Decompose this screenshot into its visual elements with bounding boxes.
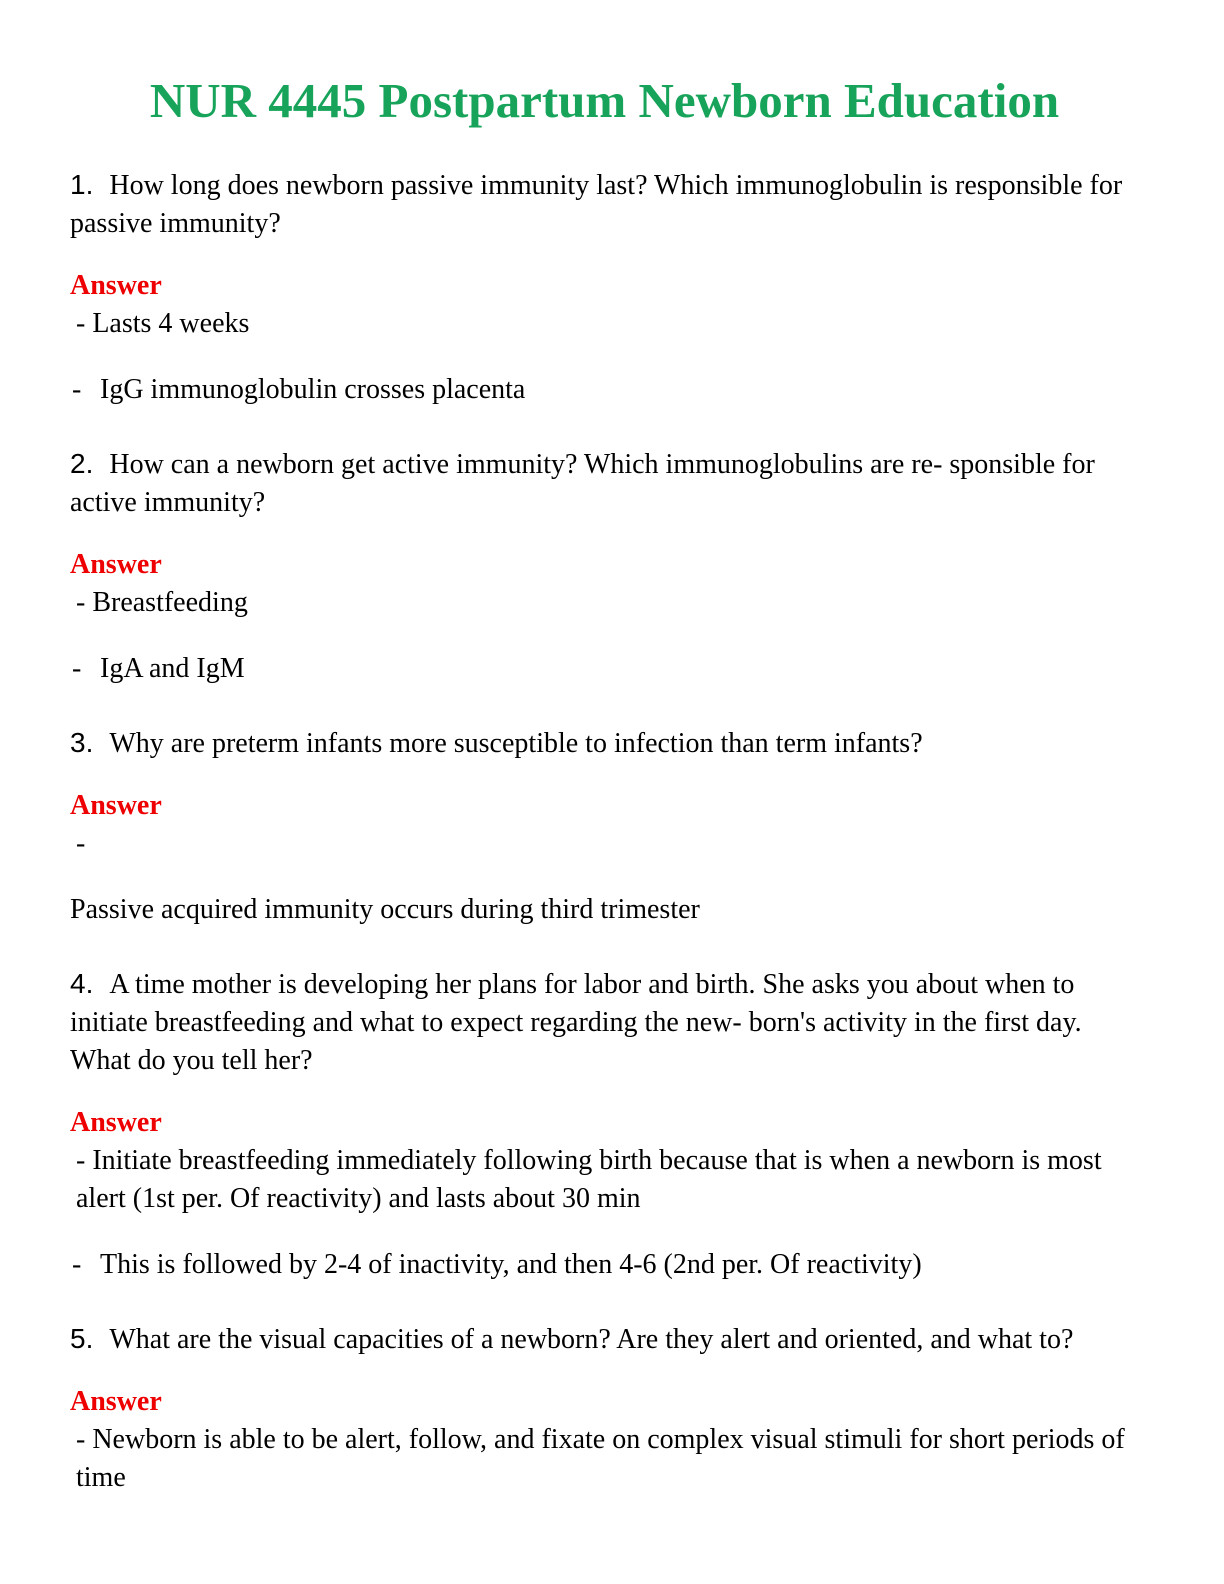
qa-item-5 — [70, 1320, 1139, 1497]
answer-bullet — [70, 650, 1139, 688]
answer-text: - Lasts 4 weeks — [76, 308, 250, 339]
bullet-dash: - — [72, 374, 82, 405]
answer-text: - — [76, 828, 86, 859]
bullet-dash: - — [72, 653, 82, 684]
bullet-text: This is followed by 2-4 of inactivity, and then 4-6 (2nd per. Of reactivity) — [100, 1249, 922, 1280]
question-text: What are the visual capacities of a newborn? Are they alert and oriented, and what to? — [109, 1324, 1074, 1355]
qa-item-4 — [70, 965, 1139, 1284]
bullet-text: IgA and IgM — [100, 653, 245, 684]
answer-label: Answer — [70, 1107, 162, 1138]
question-text: A time mother is developing her plans for labor and birth. She asks you about when to initiate breastfeeding and what to expect regarding the new- born's activity in the first day. What do you tell her? — [70, 969, 1082, 1076]
answer-label: Answer — [70, 1386, 162, 1417]
answer-bullet — [70, 371, 1139, 409]
question — [70, 1320, 1139, 1359]
question-text: Why are preterm infants more susceptible to infection than term infants? — [109, 728, 923, 759]
answer-label: Answer — [70, 549, 162, 580]
question — [70, 965, 1139, 1080]
question-number: 3. — [70, 727, 94, 758]
question-number: 1. — [70, 169, 94, 200]
bullet-text: IgG immunoglobulin crosses placenta — [100, 374, 526, 405]
page-title: NUR 4445 Postpartum Newborn Education — [149, 73, 1060, 128]
answer-bullet — [70, 1246, 1139, 1284]
question-number: 4. — [70, 968, 94, 999]
question-text: How can a newborn get active immunity? Which immunoglobulins are re- sponsible for active immunity? — [70, 449, 1095, 518]
bullet-dash: - — [72, 1249, 82, 1280]
question-number: 5. — [70, 1323, 94, 1354]
qa-item-2 — [70, 445, 1139, 688]
question — [70, 724, 1139, 763]
answer-text: - Breastfeeding — [76, 587, 248, 618]
question-text: How long does newborn passive immunity last? Which immunoglobulin is responsible for passive immunity? — [70, 170, 1123, 239]
answer-text: - Newborn is able to be alert, follow, and fixate on complex visual stimuli for short periods of time — [76, 1424, 1125, 1493]
qa-item-3 — [70, 724, 1139, 929]
answer-text: - Initiate breastfeeding immediately following birth because that is when a newborn is most alert (1st per. Of reactivity) and lasts about 30 min — [76, 1145, 1102, 1214]
answer-paragraph: Passive acquired immunity occurs during third trimester — [70, 894, 700, 925]
answer-label: Answer — [70, 790, 162, 821]
question — [70, 445, 1139, 522]
answer-label: Answer — [70, 270, 162, 301]
question — [70, 166, 1139, 243]
qa-item-1 — [70, 166, 1139, 409]
question-number: 2. — [70, 448, 94, 479]
